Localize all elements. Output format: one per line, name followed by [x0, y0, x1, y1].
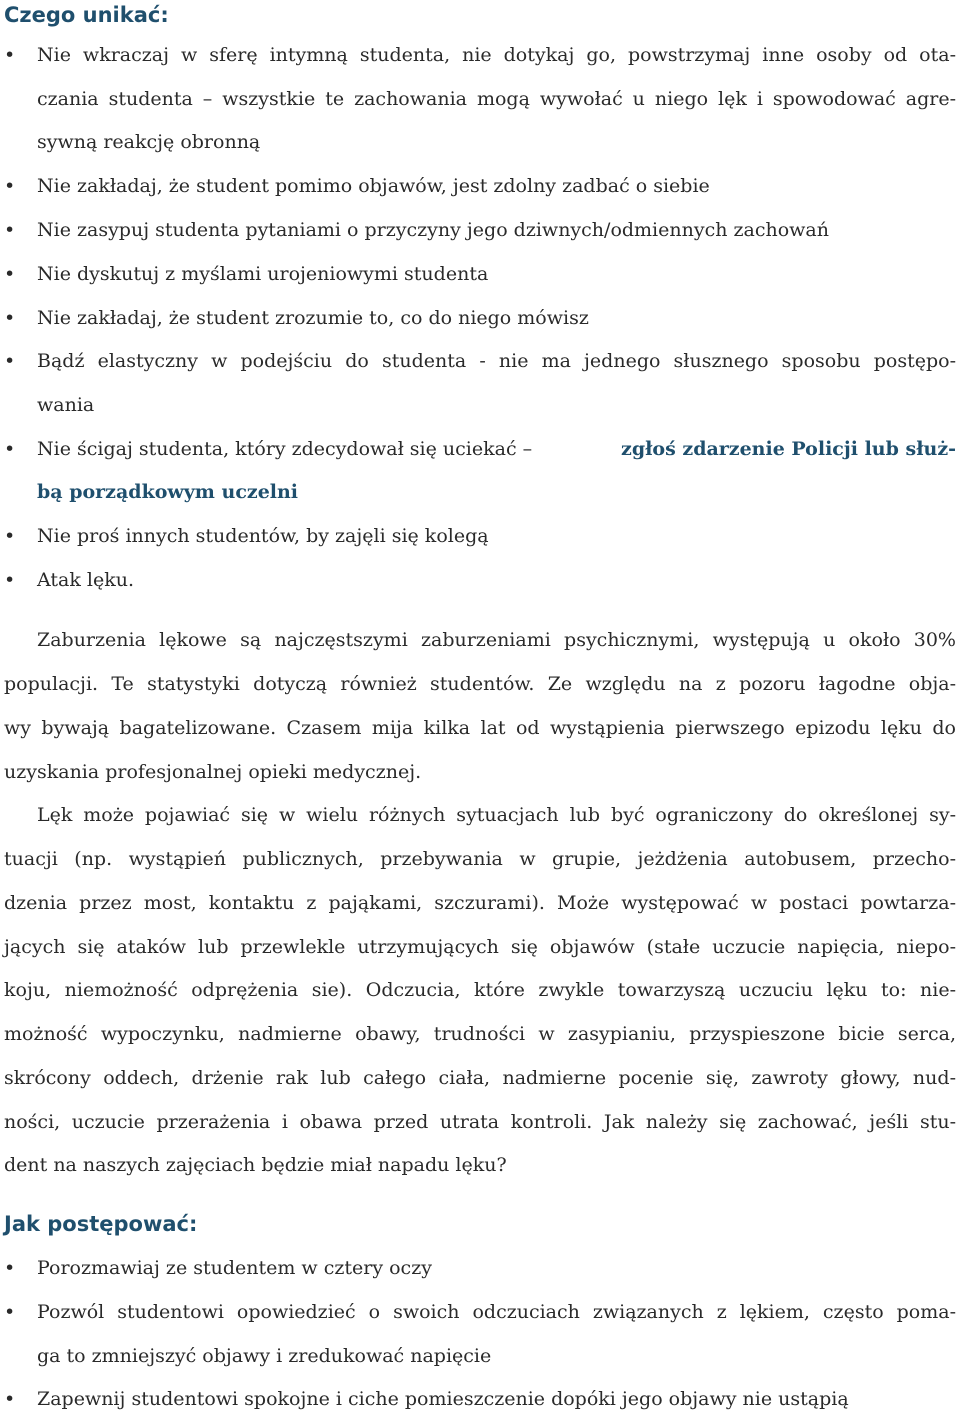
bullet: • [4, 569, 16, 591]
list-item-line: ga to zmniejszyć objawy i zredukować napięcie [37, 1345, 492, 1367]
list-item-line: Zapewnij studentowi spokojne i ciche pomieszczenie dopóki jego objawy nie ustąpią [37, 1388, 849, 1410]
bullet: • [4, 263, 16, 285]
bullet: • [4, 350, 16, 372]
list-item-line: wania [37, 394, 95, 416]
list-item-line: Bądź elastyczny w podejściu do studenta - nie ma jednego słusznego sposobu postępo- [37, 350, 956, 372]
list-item-line: Nie zakładaj, że student pomimo objawów, jest zdolny zadbać o siebie [37, 175, 710, 197]
list-item-line [37, 434, 956, 464]
emphasis-text: zgłoś zdarzenie Policji lub służ- [621, 438, 956, 460]
bullet: • [4, 525, 16, 547]
bullet: • [4, 1301, 16, 1323]
bullet: • [4, 44, 16, 66]
paragraph-line: wy bywają bagatelizowane. Czasem mija kilka lat od wystąpienia pierwszego epizodu lęku do [4, 717, 956, 739]
list-item-line: Nie zasypuj studenta pytaniami o przyczyny jego dziwnych/odmiennych zachowań [37, 219, 829, 241]
list-item-line: Nie wkraczaj w sferę intymną studenta, nie dotykaj go, powstrzymaj inne osoby od ota- [37, 44, 956, 66]
bullet: • [4, 438, 16, 460]
paragraph-line: jących się ataków lub przewlekle utrzymujących się objawów (stałe uczucie napięcia, niepo- [4, 936, 956, 958]
paragraph-line: ności, uczucie przerażenia i obawa przed utrata kontroli. Jak należy się zachować, jeśli stu- [4, 1111, 956, 1133]
bullet: • [4, 175, 16, 197]
paragraph-line: koju, niemożność odprężenia sie). Odczucia, które zwykle towarzyszą uczuciu lęku to: nie- [4, 979, 956, 1001]
list-item-line: Nie proś innych studentów, by zajęli się kolegą [37, 525, 489, 547]
paragraph-line: dzenia przez most, kontaktu z pająkami, szczurami). Może występować w postaci powtarza- [4, 892, 956, 914]
paragraph-line: Lęk może pojawiać się w wielu różnych sytuacjach lub być ograniczony do określonej sy- [37, 804, 956, 826]
list-item-line: sywną reakcję obronną [37, 131, 261, 153]
list-item-line: Nie zakładaj, że student zrozumie to, co do niego mówisz [37, 307, 589, 329]
list-item-line: Atak lęku. [37, 569, 135, 591]
paragraph-line: uzyskania profesjonalnej opieki medycznej. [4, 761, 422, 783]
paragraph-line: możność wypoczynku, nadmierne obawy, trudności w zasypianiu, przyspieszone bicie serca, [4, 1023, 956, 1045]
list-item-line: Porozmawiaj ze studentem w cztery oczy [37, 1257, 432, 1279]
list-item-text: Nie ścigaj studenta, który zdecydował się uciekać – [37, 438, 533, 460]
paragraph-line: skrócony oddech, drżenie rak lub całego ciała, nadmierne pocenie się, zawroty głowy, nud- [4, 1067, 956, 1089]
bullet: • [4, 1257, 16, 1279]
paragraph-line: tuacji (np. wystąpień publicznych, przebywania w grupie, jeżdżenia autobusem, przecho- [4, 848, 956, 870]
section-heading-how: Jak postępować: [4, 1212, 198, 1236]
paragraph-line: Zaburzenia lękowe są najczęstszymi zaburzeniami psychicznymi, występują u około 30% [37, 629, 956, 651]
emphasis-text: bą porządkowym uczelni [37, 481, 299, 503]
bullet: • [4, 1388, 16, 1410]
paragraph-line: dent na naszych zajęciach będzie miał napadu lęku? [4, 1154, 507, 1176]
list-item-line: Nie dyskutuj z myślami urojeniowymi studenta [37, 263, 489, 285]
list-item-line: czania studenta – wszystkie te zachowania mogą wywołać u niego lęk i spowodować agre- [37, 88, 956, 110]
bullet: • [4, 219, 16, 241]
bullet: • [4, 307, 16, 329]
section-heading-avoid: Czego unikać: [4, 3, 169, 27]
paragraph-line: populacji. Te statystyki dotyczą również studentów. Ze względu na z pozoru łagodne obja- [4, 673, 956, 695]
list-item-line: Pozwól studentowi opowiedzieć o swoich odczuciach związanych z lękiem, często poma- [37, 1301, 956, 1323]
